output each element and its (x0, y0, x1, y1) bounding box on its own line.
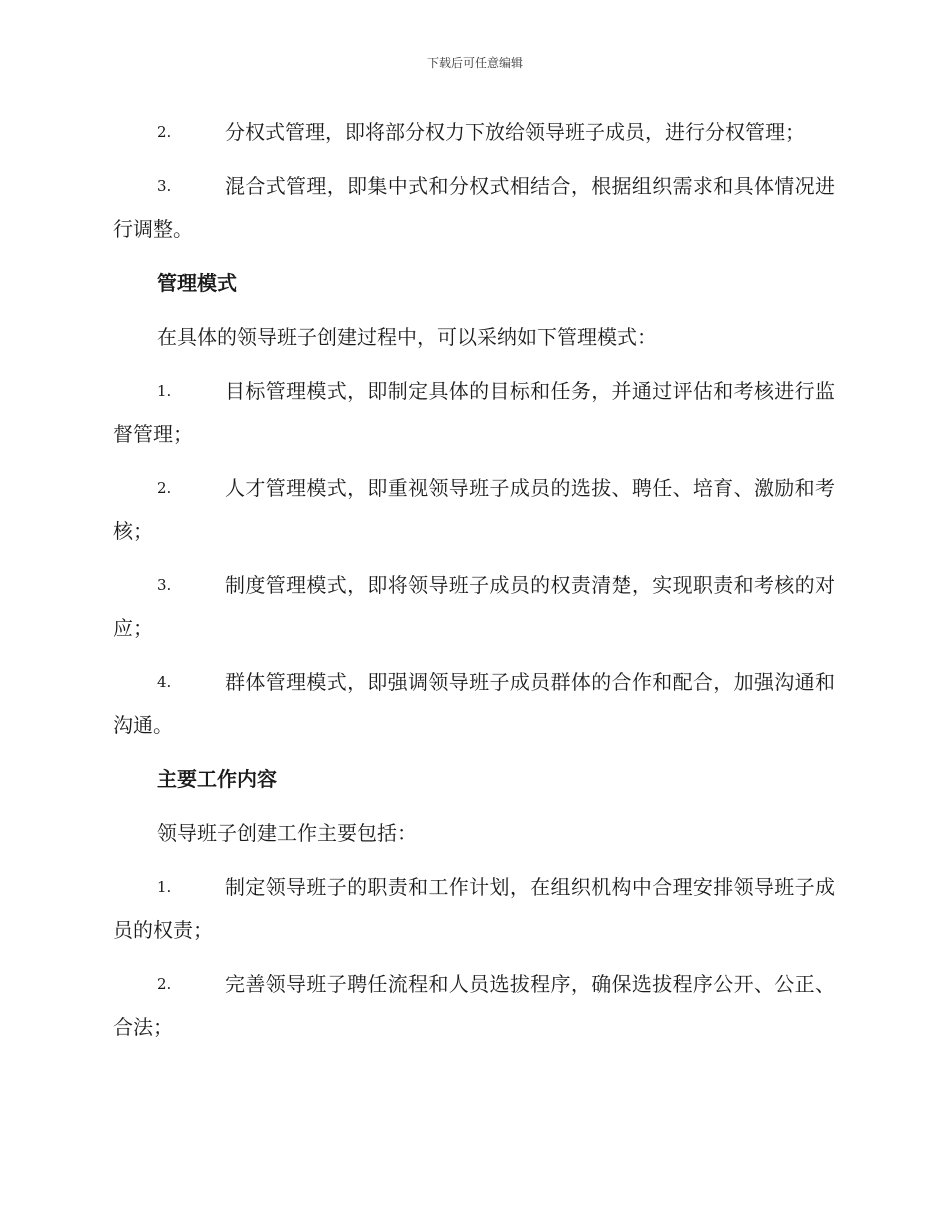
list-text: 完善领导班子聘任流程和人员选拔程序，确保选拔程序公开、公正、合法； (113, 972, 835, 1039)
list-item (113, 467, 835, 553)
list-text: 制定领导班子的职责和工作计划，在组织机构中合理安排领导班子成员的权责； (113, 875, 835, 942)
list-number: 4. (157, 673, 172, 691)
list-text: 制度管理模式，即将领导班子成员的权责清楚，实现职责和考核的对应； (113, 573, 835, 640)
page-header: 下载后可任意编辑 (426, 56, 523, 70)
list-item (113, 370, 835, 456)
list-text: 混合式管理，即集中式和分权式相结合，根据组织需求和具体情况进行调整。 (113, 174, 835, 241)
list-number: 1. (157, 878, 172, 896)
section-intro: 在具体的领导班子创建过程中，可以采纳如下管理模式： (157, 325, 657, 349)
section-heading-main-work: 主要工作内容 (157, 767, 277, 791)
section-intro: 领导班子创建工作主要包括： (157, 821, 417, 845)
list-number: 2. (157, 123, 172, 141)
list-number: 3. (157, 576, 172, 594)
list-number: 2. (157, 479, 172, 497)
list-text: 群体管理模式，即强调领导班子成员群体的合作和配合，加强沟通和沟通。 (113, 670, 835, 737)
list-item (113, 963, 835, 1049)
list-text: 人才管理模式，即重视领导班子成员的选拔、聘任、培育、激励和考核； (113, 476, 835, 543)
list-number: 2. (157, 975, 172, 993)
list-item (113, 165, 835, 251)
list-item (113, 661, 835, 747)
list-item (113, 866, 835, 952)
list-item (113, 111, 835, 154)
list-number: 1. (157, 382, 172, 400)
section-heading-management-mode: 管理模式 (157, 271, 237, 295)
list-number: 3. (157, 177, 172, 195)
list-item (113, 564, 835, 650)
list-text: 目标管理模式，即制定具体的目标和任务，并通过评估和考核进行监督管理； (113, 379, 835, 446)
list-text: 分权式管理，即将部分权力下放给领导班子成员，进行分权管理； (225, 120, 805, 144)
document-body (113, 111, 835, 1060)
